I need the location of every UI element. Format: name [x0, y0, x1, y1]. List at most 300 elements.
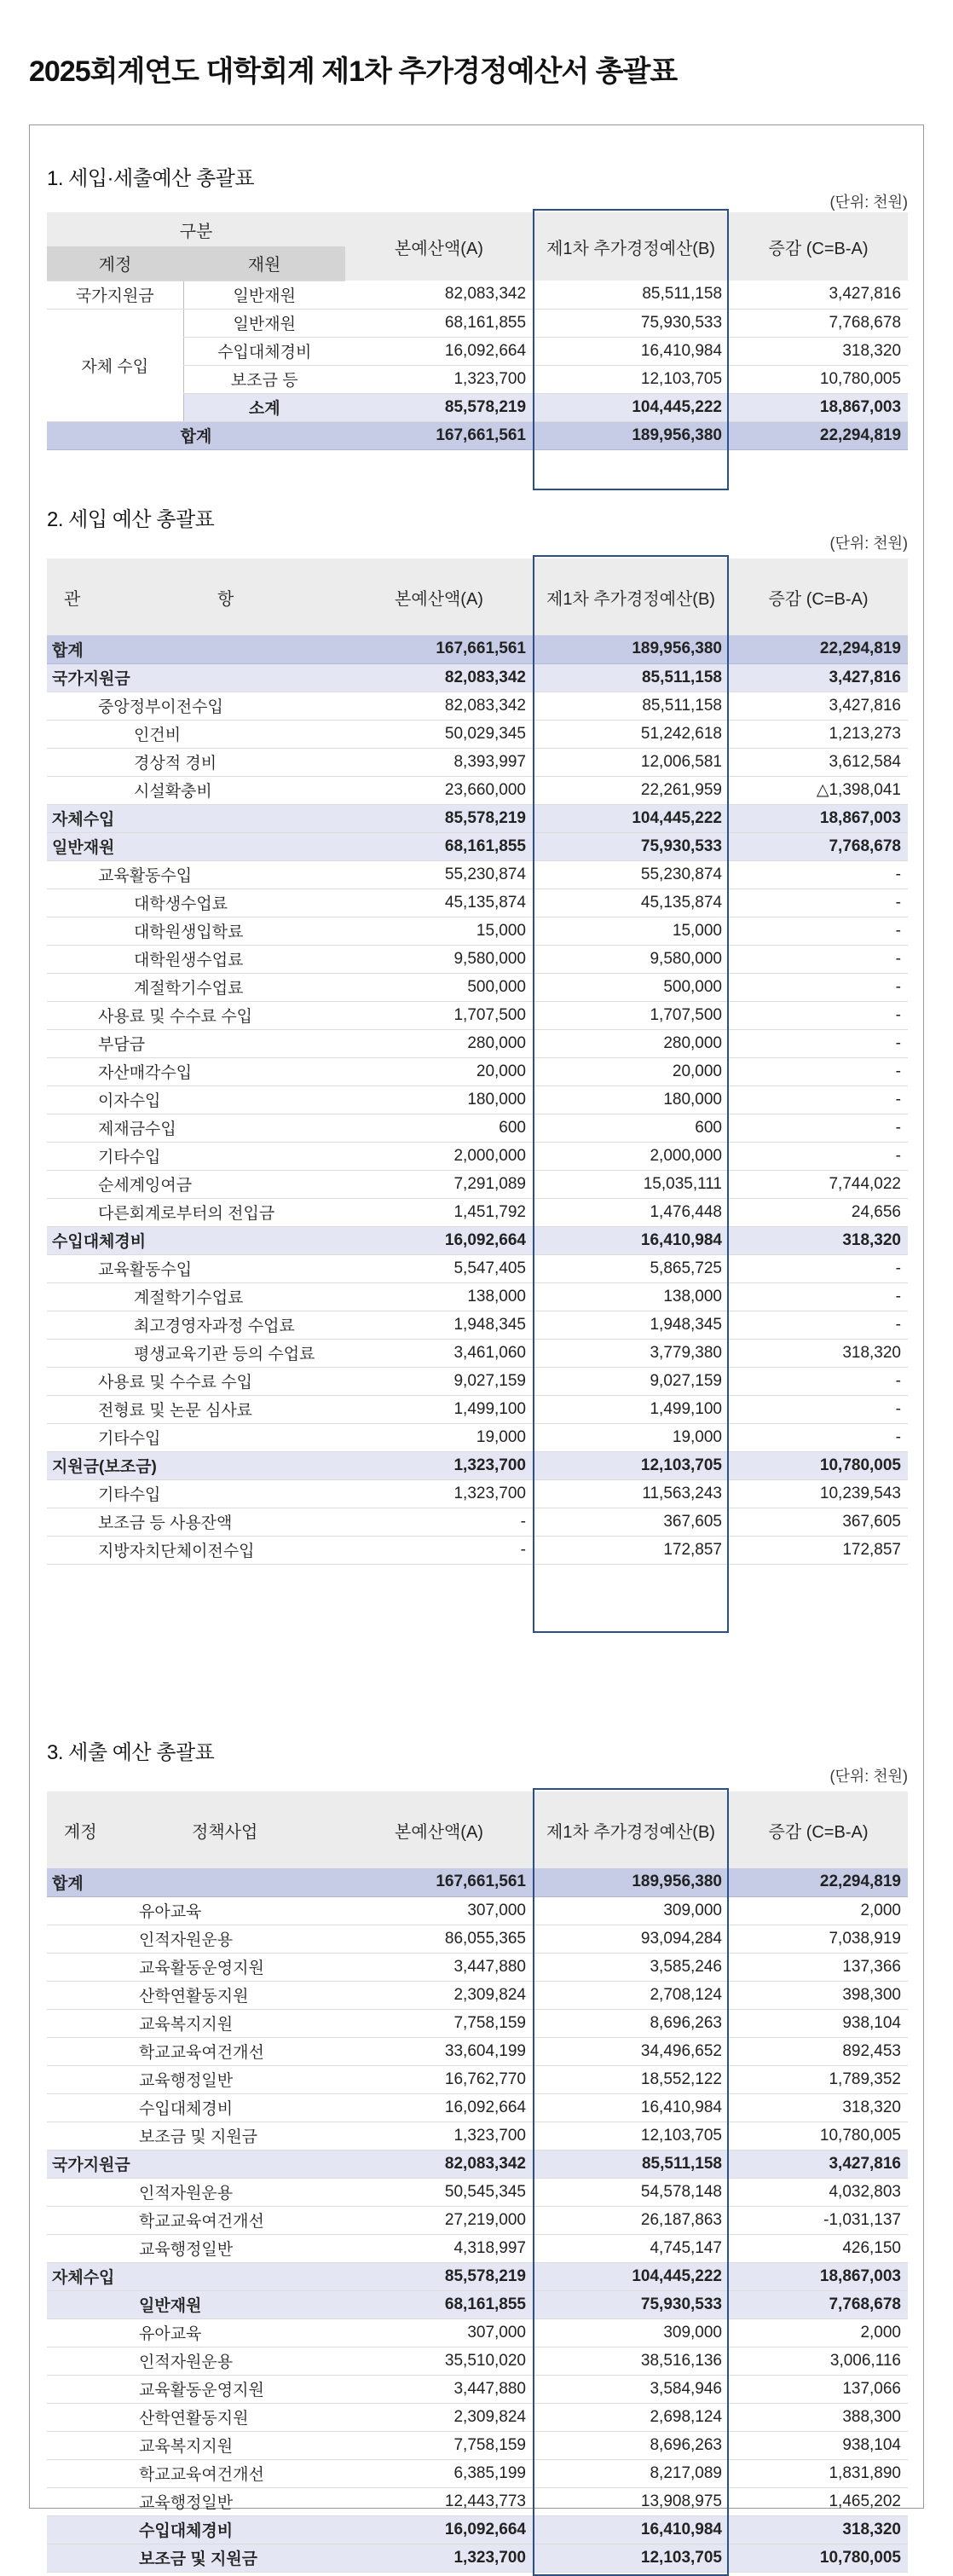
row-label: 학교교육여건개선	[47, 2206, 345, 2234]
table-row	[47, 2459, 908, 2487]
account-cell: 자체 수입	[47, 309, 183, 421]
change-cell: 22,294,819	[729, 635, 908, 663]
base-cell: 16,092,664	[345, 1226, 533, 1254]
supp-cell: 55,230,874	[533, 860, 729, 889]
row-label: 인적자원운용	[47, 1925, 345, 1953]
base-cell: 16,092,664	[345, 2515, 533, 2544]
supp-cell: 16,410,984	[533, 2515, 729, 2544]
change-cell: -	[729, 1423, 908, 1451]
table-row	[47, 2037, 908, 2065]
base-cell: 27,219,000	[345, 2206, 533, 2234]
table-row	[47, 2065, 908, 2093]
total-label: 합계	[47, 421, 345, 449]
base-cell: 167,661,561	[345, 1868, 533, 1896]
base-cell: 15,000	[345, 917, 533, 945]
base-cell: 8,393,997	[345, 748, 533, 776]
change-cell: 3,427,816	[729, 2150, 908, 2178]
supp-cell: 12,103,705	[533, 2122, 729, 2150]
section-revenue-expenditure-summary	[47, 154, 908, 530]
supp-cell: 75,930,533	[533, 832, 729, 860]
change-cell: 318,320	[729, 1339, 908, 1367]
change-cell: 22,294,819	[729, 421, 908, 449]
table-row	[47, 2122, 908, 2150]
change-cell: 426,150	[729, 2234, 908, 2262]
supp-cell: 3,779,380	[533, 1339, 729, 1367]
change-cell: -	[729, 945, 908, 973]
base-cell: 55,230,874	[345, 860, 533, 889]
row-label: 사용료 및 수수료 수입	[47, 1001, 345, 1029]
header-account: 계정	[47, 1792, 132, 1868]
change-cell: 10,780,005	[729, 2122, 908, 2150]
category-row	[47, 2262, 908, 2290]
base-cell: -	[345, 1536, 533, 1564]
base-cell: 1,323,700	[345, 2122, 533, 2150]
base-cell: 167,661,561	[345, 635, 533, 663]
base-cell: 307,000	[345, 1896, 533, 1925]
supp-cell: 309,000	[533, 2318, 729, 2347]
expenditure-table	[47, 1792, 908, 2573]
change-cell: 2,000	[729, 2318, 908, 2347]
table-header-row	[47, 1792, 908, 1868]
total-row	[47, 421, 908, 449]
change-cell: 7,744,022	[729, 1170, 908, 1198]
total-row	[47, 635, 908, 663]
header-policy-project: 정책사업	[132, 1792, 345, 1868]
row-label: 제재금수입	[47, 1114, 345, 1142]
row-label: 산학연활동지원	[47, 2403, 345, 2431]
table-header-row	[47, 559, 908, 635]
row-label: 대학원생입학료	[47, 917, 345, 945]
change-cell: △1,398,041	[729, 776, 908, 804]
base-cell: 82,083,342	[345, 2150, 533, 2178]
supp-cell: 2,000,000	[533, 1142, 729, 1170]
table-row	[47, 2431, 908, 2459]
supp-cell: 4,745,147	[533, 2234, 729, 2262]
header-change: 증감 (C=B-A)	[729, 212, 908, 281]
header-supplementary-budget: 제1차 추가경정예산(B)	[533, 1792, 729, 1868]
base-cell: 82,083,342	[345, 281, 533, 309]
change-cell: 938,104	[729, 2431, 908, 2459]
supp-cell: 309,000	[533, 1896, 729, 1925]
table-row	[47, 2234, 908, 2262]
base-cell: 86,055,365	[345, 1925, 533, 1953]
base-cell: 23,660,000	[345, 776, 533, 804]
row-label: 다른회계로부터의 전입금	[47, 1198, 345, 1226]
base-cell: 35,510,020	[345, 2347, 533, 2375]
row-label: 국가지원금	[47, 2150, 345, 2178]
change-cell: -	[729, 1311, 908, 1339]
row-label: 일반재원	[47, 2290, 345, 2318]
table-row	[47, 1339, 908, 1367]
base-cell: 82,083,342	[345, 692, 533, 720]
row-label: 유아교육	[47, 2318, 345, 2347]
revenue-table	[47, 559, 908, 1565]
change-cell: 18,867,003	[729, 804, 908, 832]
row-label: 교육행정일반	[47, 2234, 345, 2262]
change-cell: 24,656	[729, 1198, 908, 1226]
section-expenditure-summary	[47, 1728, 908, 2568]
supp-cell: 93,094,284	[533, 1925, 729, 1953]
change-cell: -	[729, 860, 908, 889]
header-hang: 항	[98, 559, 345, 635]
table-row	[47, 945, 908, 973]
base-cell: 600	[345, 1114, 533, 1142]
source-cell: 소계	[183, 393, 345, 421]
category-row	[47, 804, 908, 832]
supp-cell: 19,000	[533, 1423, 729, 1451]
change-cell: -	[729, 1142, 908, 1170]
row-label: 전형료 및 논문 심사료	[47, 1395, 345, 1423]
change-cell: 18,867,003	[729, 393, 908, 421]
row-label: 학교교육여건개선	[47, 2459, 345, 2487]
base-cell: 7,758,159	[345, 2431, 533, 2459]
base-cell: 2,309,824	[345, 1981, 533, 2009]
change-cell: 4,032,803	[729, 2178, 908, 2206]
base-cell: 7,291,089	[345, 1170, 533, 1198]
base-cell: 16,092,664	[345, 337, 533, 365]
row-label: 교육활동운영지원	[47, 1953, 345, 1981]
supp-cell: 367,605	[533, 1508, 729, 1536]
category-row	[47, 663, 908, 692]
change-cell: 3,427,816	[729, 692, 908, 720]
supp-cell: 11,563,243	[533, 1479, 729, 1508]
base-cell: 4,318,997	[345, 2234, 533, 2262]
header-base-budget: 본예산액(A)	[345, 1792, 533, 1868]
table-row	[47, 2403, 908, 2431]
row-label: 지방자치단체이전수입	[47, 1536, 345, 1564]
row-label: 인적자원운용	[47, 2178, 345, 2206]
base-cell: 16,092,664	[345, 2093, 533, 2122]
row-label: 산학연활동지원	[47, 1981, 345, 2009]
change-cell: 318,320	[729, 1226, 908, 1254]
base-cell: 82,083,342	[345, 663, 533, 692]
base-cell: 33,604,199	[345, 2037, 533, 2065]
table-row	[47, 1170, 908, 1198]
table-row	[47, 776, 908, 804]
base-cell: 500,000	[345, 973, 533, 1001]
row-label: 보조금 및 지원금	[47, 2544, 345, 2572]
change-cell: 137,366	[729, 1953, 908, 1981]
row-label: 순세계잉여금	[47, 1170, 345, 1198]
change-cell: 3,612,584	[729, 748, 908, 776]
supp-cell: 85,511,158	[533, 663, 729, 692]
change-cell: 388,300	[729, 2403, 908, 2431]
row-label: 교육활동수입	[47, 860, 345, 889]
table-row	[47, 1479, 908, 1508]
base-cell: 85,578,219	[345, 393, 533, 421]
row-label: 부담금	[47, 1029, 345, 1057]
supp-cell: 51,242,618	[533, 720, 729, 748]
table-row	[47, 1508, 908, 1536]
row-label: 교육활동수입	[47, 1254, 345, 1282]
unit-label: (단위: 천원)	[829, 535, 908, 552]
base-cell: 3,447,880	[345, 2375, 533, 2403]
table-row	[47, 973, 908, 1001]
supp-cell: 75,930,533	[533, 2290, 729, 2318]
table-row	[47, 1198, 908, 1226]
row-label: 교육복지지원	[47, 2431, 345, 2459]
base-cell: 45,135,874	[345, 889, 533, 917]
row-label: 수입대체경비	[47, 1226, 345, 1254]
row-label: 최고경영자과정 수업료	[47, 1311, 345, 1339]
supp-cell: 104,445,222	[533, 804, 729, 832]
table-row	[47, 1896, 908, 1925]
supp-cell: 5,865,725	[533, 1254, 729, 1282]
row-label: 국가지원금	[47, 663, 345, 692]
base-cell: 9,027,159	[345, 1367, 533, 1395]
base-cell: 1,323,700	[345, 365, 533, 393]
supp-cell: 600	[533, 1114, 729, 1142]
base-cell: 1,451,792	[345, 1198, 533, 1226]
supp-cell: 15,000	[533, 917, 729, 945]
table-row	[47, 1085, 908, 1114]
change-cell: 318,320	[729, 2093, 908, 2122]
base-cell: 3,447,880	[345, 1953, 533, 1981]
total-row	[47, 1868, 908, 1896]
summary-table	[47, 212, 908, 450]
row-label: 기타수입	[47, 1142, 345, 1170]
row-label: 대학원생수업료	[47, 945, 345, 973]
table-row	[47, 917, 908, 945]
row-label: 계절학기수업료	[47, 1282, 345, 1311]
supp-cell: 138,000	[533, 1282, 729, 1311]
change-cell: -	[729, 1114, 908, 1142]
row-label: 기타수입	[47, 1423, 345, 1451]
base-cell: 1,323,700	[345, 1479, 533, 1508]
table-row	[47, 2487, 908, 2515]
table-row	[47, 2093, 908, 2122]
row-label: 중앙정부이전수입	[47, 692, 345, 720]
change-cell: 3,427,816	[729, 281, 908, 309]
change-cell: 172,857	[729, 1536, 908, 1564]
supp-cell: 54,578,148	[533, 2178, 729, 2206]
category-row	[47, 832, 908, 860]
row-label: 계절학기수업료	[47, 973, 345, 1001]
change-cell: 318,320	[729, 2515, 908, 2544]
base-cell: 16,762,770	[345, 2065, 533, 2093]
row-label: 자체수입	[47, 2262, 345, 2290]
base-cell: 1,707,500	[345, 1001, 533, 1029]
base-cell: 50,545,345	[345, 2178, 533, 2206]
change-cell: 10,780,005	[729, 1451, 908, 1479]
base-cell: 280,000	[345, 1029, 533, 1057]
category-row	[47, 2150, 908, 2178]
base-cell: 6,385,199	[345, 2459, 533, 2487]
source-cell: 일반재원	[183, 309, 345, 337]
supp-cell: 45,135,874	[533, 889, 729, 917]
row-label: 자산매각수입	[47, 1057, 345, 1085]
expenditure-table-body	[47, 1868, 908, 2572]
table-row	[47, 1142, 908, 1170]
base-cell: 19,000	[345, 1423, 533, 1451]
row-label: 인적자원운용	[47, 2347, 345, 2375]
change-cell: 7,038,919	[729, 1925, 908, 1953]
change-cell: -	[729, 1029, 908, 1057]
source-cell: 수입대체경비	[183, 337, 345, 365]
change-cell: -	[729, 1085, 908, 1114]
change-cell: -	[729, 1395, 908, 1423]
row-label: 합계	[47, 635, 345, 663]
subcategory-row	[47, 2290, 908, 2318]
table-row	[47, 1057, 908, 1085]
base-cell: 1,499,100	[345, 1395, 533, 1423]
table-row	[47, 2347, 908, 2375]
supp-cell: 16,410,984	[533, 337, 729, 365]
supp-cell: 1,707,500	[533, 1001, 729, 1029]
change-cell: 1,213,273	[729, 720, 908, 748]
base-cell: 307,000	[345, 2318, 533, 2347]
source-cell: 보조금 등	[183, 365, 345, 393]
header-supplementary-budget: 제1차 추가경정예산(B)	[533, 212, 729, 281]
base-cell: 68,161,855	[345, 2290, 533, 2318]
supp-cell: 172,857	[533, 1536, 729, 1564]
table-row	[47, 720, 908, 748]
change-cell: 938,104	[729, 2009, 908, 2037]
row-label: 학교교육여건개선	[47, 2037, 345, 2065]
supp-cell: 22,261,959	[533, 776, 729, 804]
category-row	[47, 1451, 908, 1479]
supp-cell: 9,580,000	[533, 945, 729, 973]
base-cell: 50,029,345	[345, 720, 533, 748]
table-row	[47, 889, 908, 917]
header-change: 증감 (C=B-A)	[729, 559, 908, 635]
section-title: 1. 세입·세출예산 총괄표	[47, 167, 254, 190]
base-cell: 2,309,824	[345, 2403, 533, 2431]
revenue-table-body	[47, 635, 908, 1564]
unit-label: (단위: 천원)	[829, 1768, 908, 1785]
supp-cell: 16,410,984	[533, 1226, 729, 1254]
unit-label: (단위: 천원)	[829, 194, 908, 211]
row-label: 교육복지지원	[47, 2009, 345, 2037]
supp-cell: 3,585,246	[533, 1953, 729, 1981]
table-row	[47, 1925, 908, 1953]
page-title: 2025회계연도 대학회계 제1차 추가경정예산서 총괄표	[29, 55, 678, 88]
table-row	[47, 748, 908, 776]
category-row	[47, 1226, 908, 1254]
supp-cell: 280,000	[533, 1029, 729, 1057]
row-label: 대학생수업료	[47, 889, 345, 917]
supp-cell: 12,103,705	[533, 365, 729, 393]
supp-cell: 189,956,380	[533, 635, 729, 663]
row-label: 교육행정일반	[47, 2065, 345, 2093]
supp-cell: 75,930,533	[533, 309, 729, 337]
supp-cell: 12,103,705	[533, 2544, 729, 2572]
supp-cell: 1,476,448	[533, 1198, 729, 1226]
row-label: 인건비	[47, 720, 345, 748]
change-cell: -	[729, 889, 908, 917]
base-cell: 68,161,855	[345, 832, 533, 860]
base-cell: 1,323,700	[345, 2544, 533, 2572]
change-cell: 7,768,678	[729, 309, 908, 337]
header-account: 계정	[47, 246, 183, 281]
supp-cell: 85,511,158	[533, 281, 729, 309]
supp-cell: 8,217,089	[533, 2459, 729, 2487]
base-cell: 1,323,700	[345, 1451, 533, 1479]
table-row	[47, 2375, 908, 2403]
table-row	[47, 1367, 908, 1395]
header-base-budget: 본예산액(A)	[345, 212, 533, 281]
supp-cell: 38,516,136	[533, 2347, 729, 2375]
supp-cell: 2,708,124	[533, 1981, 729, 2009]
change-cell: 7,768,678	[729, 832, 908, 860]
base-cell: 68,161,855	[345, 309, 533, 337]
row-label: 교육행정일반	[47, 2487, 345, 2515]
section-revenue-summary	[47, 495, 908, 1715]
change-cell: -1,031,137	[729, 2206, 908, 2234]
change-cell: -	[729, 973, 908, 1001]
table-row	[47, 2206, 908, 2234]
base-cell: 85,578,219	[345, 2262, 533, 2290]
supp-cell: 2,698,124	[533, 2403, 729, 2431]
supp-cell: 8,696,263	[533, 2431, 729, 2459]
change-cell: -	[729, 1057, 908, 1085]
row-label: 평생교육기관 등의 수업료	[47, 1339, 345, 1367]
table-row	[47, 1423, 908, 1451]
row-label: 시설확충비	[47, 776, 345, 804]
row-label: 보조금 및 지원금	[47, 2122, 345, 2150]
change-cell: 892,453	[729, 2037, 908, 2065]
supp-cell: 180,000	[533, 1085, 729, 1114]
document-frame	[29, 124, 924, 2568]
base-cell: 12,443,773	[345, 2487, 533, 2515]
base-cell: 5,547,405	[345, 1254, 533, 1282]
header-base-budget: 본예산액(A)	[345, 559, 533, 635]
table-row	[47, 1282, 908, 1311]
change-cell: -	[729, 1254, 908, 1282]
change-cell: -	[729, 1367, 908, 1395]
change-cell: 3,427,816	[729, 663, 908, 692]
row-label: 수입대체경비	[47, 2515, 345, 2544]
change-cell: 22,294,819	[729, 1868, 908, 1896]
header-group: 구분	[47, 212, 345, 246]
supp-cell: 9,027,159	[533, 1367, 729, 1395]
header-source: 재원	[183, 246, 345, 281]
table-row	[47, 860, 908, 889]
subcategory-row	[47, 2515, 908, 2544]
change-cell: 10,239,543	[729, 1479, 908, 1508]
source-cell: 일반재원	[183, 281, 345, 309]
supp-cell: 104,445,222	[533, 2262, 729, 2290]
row-label: 유아교육	[47, 1896, 345, 1925]
row-label: 사용료 및 수수료 수입	[47, 1367, 345, 1395]
base-cell: 2,000,000	[345, 1142, 533, 1170]
change-cell: 137,066	[729, 2375, 908, 2403]
row-label: 합계	[47, 1868, 345, 1896]
supp-cell: 500,000	[533, 973, 729, 1001]
base-cell: 167,661,561	[345, 421, 533, 449]
table-row	[47, 1395, 908, 1423]
table-row	[47, 1254, 908, 1282]
header-kwan: 관	[47, 559, 98, 635]
change-cell: -	[729, 1282, 908, 1311]
change-cell: -	[729, 917, 908, 945]
supp-cell: 26,187,863	[533, 2206, 729, 2234]
supp-cell: 20,000	[533, 1057, 729, 1085]
supp-cell: 12,103,705	[533, 1451, 729, 1479]
supp-cell: 16,410,984	[533, 2093, 729, 2122]
change-cell: 2,000	[729, 1896, 908, 1925]
table-row	[47, 692, 908, 720]
row-label: 수입대체경비	[47, 2093, 345, 2122]
base-cell: 180,000	[345, 1085, 533, 1114]
table-row	[47, 2178, 908, 2206]
table-row	[47, 1953, 908, 1981]
header-supplementary-budget: 제1차 추가경정예산(B)	[533, 559, 729, 635]
row-label: 기타수입	[47, 1479, 345, 1508]
change-cell: 10,780,005	[729, 2544, 908, 2572]
supp-cell: 13,908,975	[533, 2487, 729, 2515]
section-title: 2. 세입 예산 총괄표	[47, 508, 215, 531]
